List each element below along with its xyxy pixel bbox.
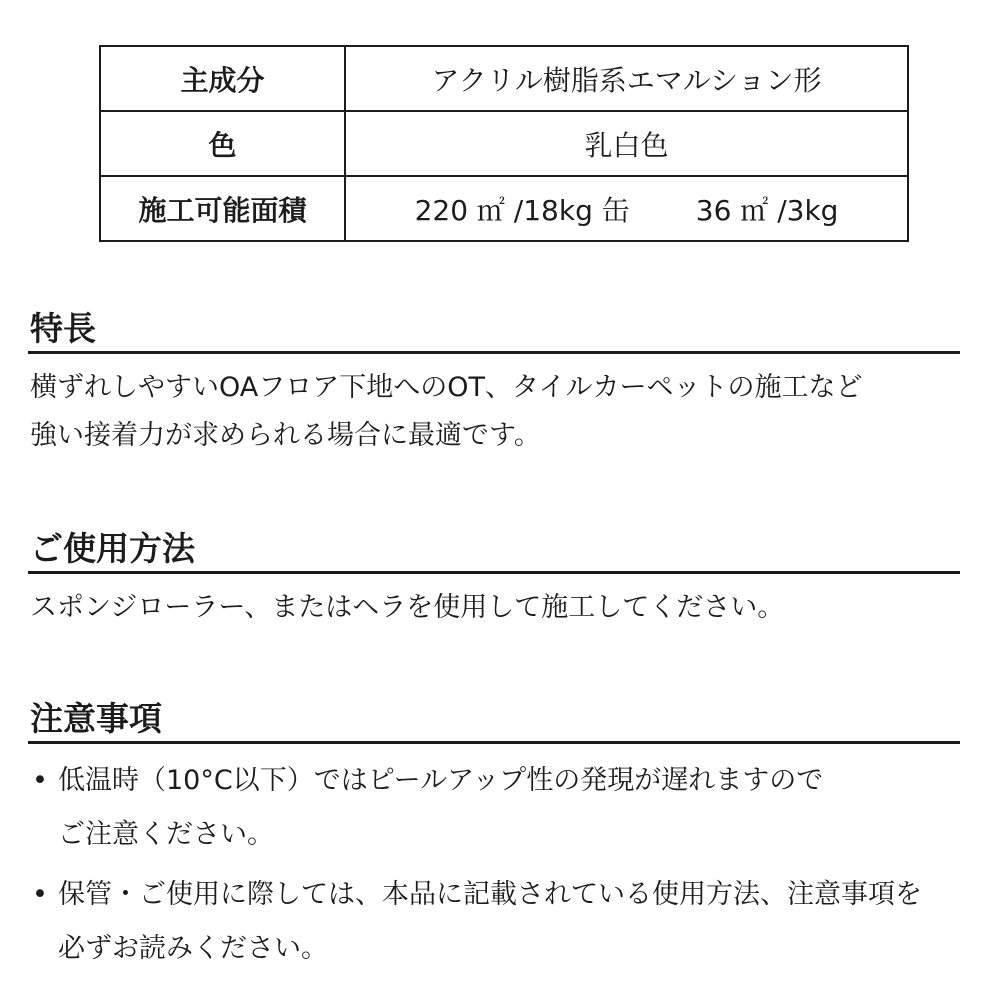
spec-key-color: 色 [100,111,345,176]
coverage-3kg: 36 ㎡ /3kg [695,193,839,227]
features-text: 横ずれしやすいOAフロア下地へのOT、タイルカーペットの施工など 強い接着力が求められる場合に最適です。 [30,372,863,451]
spec-key-main-component: 主成分 [100,46,345,111]
caution-text: 低温時（10°C以下）ではピールアップ性の発現が遅れますので ご注意ください。 [58,765,824,850]
spec-key-coverage: 施工可能面積 [100,176,345,241]
list-item [28,868,960,976]
cautions-heading: 注意事項 [28,697,960,744]
caution-text: 保管・ご使用に際しては、本品に記載されている使用方法、注意事項を 必ずお読みください。 [58,879,922,964]
cautions-list [28,744,960,976]
coverage-18kg: 220 ㎡ /18kg 缶 [414,193,630,227]
usage-section [28,527,960,632]
usage-text: スポンジローラー、またはヘラを使用して施工してください。 [30,592,785,623]
table-row [100,111,908,176]
spec-value-main-component: アクリル樹脂系エマルション形 [345,46,908,111]
list-item [28,754,960,862]
spec-value-coverage [345,176,908,241]
spec-value-color: 乳白色 [345,111,908,176]
table-row [100,176,908,241]
cautions-section [28,697,960,982]
bullet-icon: • [32,879,48,910]
features-heading: 特長 [28,307,960,354]
spec-table [99,45,909,242]
bullet-icon: • [32,765,48,796]
features-section [28,307,960,460]
usage-heading: ご使用方法 [28,527,960,574]
table-row [100,46,908,111]
